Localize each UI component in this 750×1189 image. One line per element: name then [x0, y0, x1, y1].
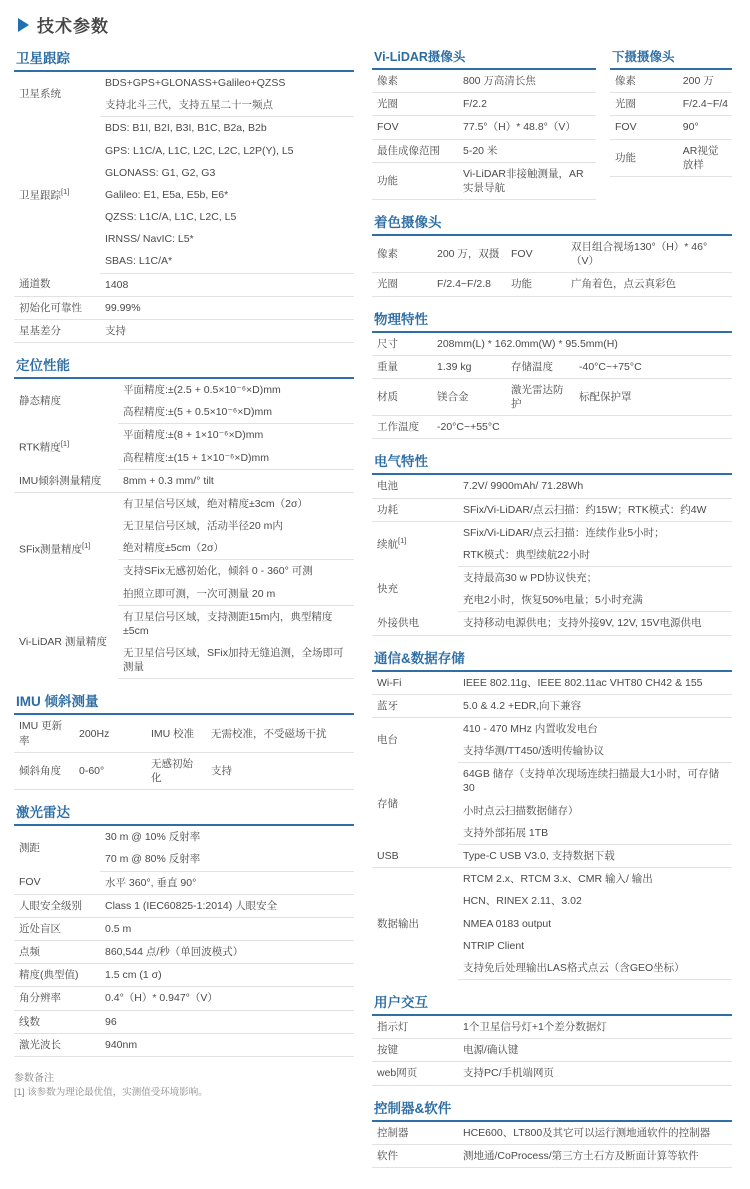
table-positioning: [14, 379, 354, 679]
row-value: SFix/Vi-LiDAR/点云扫描：约15W；RTK模式：约4W: [458, 498, 732, 521]
row-key: 卫星跟踪[1]: [19, 187, 70, 202]
right-column: [372, 47, 732, 1179]
row-value: 99.99%: [100, 296, 354, 319]
footnote-line: [1] 该参数为理论最优值，实测值受环境影响。: [14, 1086, 208, 1098]
row-value: F/2.4~F/4: [678, 93, 732, 116]
row-key: 最佳成像范围: [372, 139, 458, 162]
table-lidar: [14, 826, 354, 1057]
row-value: 支持移动电源供电；支持外接9V, 12V, 15V电源供电: [458, 612, 732, 635]
table-row: [372, 355, 732, 378]
table-row: [14, 987, 354, 1010]
section-title: 控制器&软件: [372, 1097, 732, 1122]
page-title: 技术参数: [37, 17, 109, 36]
table-row: [14, 424, 354, 447]
section-satellite-tracking: [14, 47, 354, 343]
row-key: 星基差分: [14, 319, 100, 342]
row-value: 64GB 储存（支持单次现场连续扫描最大1小时，可存储30: [463, 768, 720, 795]
row-key: 通道数: [14, 273, 100, 296]
row-value: -20°C~+55°C: [432, 416, 732, 439]
table-row: [372, 333, 732, 356]
row-key: 点频: [14, 941, 100, 964]
row-value: 200Hz: [74, 715, 146, 752]
section-vilidar-camera: [372, 47, 596, 200]
row-value: 电源/确认键: [458, 1039, 732, 1062]
row-value: 水平 360°, 垂直 90°: [100, 871, 354, 894]
row-key: USB: [372, 844, 458, 867]
row-value: 有卫星信号区域，绝对精度±3cm（2σ）: [123, 497, 308, 510]
row-value: 860,544 点/秒（单回波模式）: [100, 941, 354, 964]
row-value: 7.2V/ 9900mAh/ 71.28Wh: [458, 475, 732, 498]
row-value: HCN、RINEX 2.11、3.02: [463, 895, 582, 908]
section-title: 物理特性: [372, 308, 732, 333]
table-row: [14, 1010, 354, 1033]
row-value: 5.0 & 4.2 +EDR,向下兼容: [458, 694, 732, 717]
row-value: GPS: L1C/A, L1C, L2C, L2C, L2P(Y), L5: [105, 144, 294, 157]
table-row: [14, 715, 354, 752]
row-key: 重量: [372, 355, 432, 378]
row-key: IMU倾斜测量精度: [14, 469, 118, 492]
table-row: [14, 826, 354, 848]
row-value: 940nm: [100, 1033, 354, 1056]
table-row: [14, 492, 354, 515]
table-vilidar-camera: [372, 70, 596, 200]
section-title: 用户交互: [372, 991, 732, 1016]
row-value: IRNSS/ NavIC: L5*: [105, 233, 194, 246]
row-key: 角分辨率: [14, 987, 100, 1010]
table-imu: [14, 715, 354, 790]
section-title: 激光雷达: [14, 801, 354, 826]
table-row: [372, 416, 732, 439]
row-value-2: 无需校准，不受磁场干扰: [206, 715, 354, 752]
row-value: NTRIP Client: [463, 939, 525, 952]
row-value: 5-20 米: [458, 139, 596, 162]
row-key: Wi-Fi: [372, 672, 458, 695]
table-row: [372, 763, 732, 800]
table-row: [14, 894, 354, 917]
camera-sections-row: [372, 47, 732, 200]
row-key-2: FOV: [506, 236, 566, 273]
row-key: 电台: [377, 734, 398, 747]
row-key: 工作温度: [372, 416, 432, 439]
row-key-2: IMU 校准: [146, 715, 206, 752]
footnote-block: [14, 1071, 354, 1100]
row-key: 卫星系统: [19, 88, 61, 101]
row-value: 绝对精度±5cm（2σ）: [118, 537, 354, 560]
table-row: [372, 612, 732, 635]
row-value: 支持最高30 w PD协议快充；: [463, 572, 598, 585]
row-key-2: 功能: [506, 273, 566, 296]
row-value: IEEE 802.11g、IEEE 802.11ac VHT80 CH42 & 155: [458, 672, 732, 695]
row-key: 像素: [372, 236, 432, 273]
row-value: 平面精度:±(8 + 1×10⁻⁶×D)mm: [123, 429, 264, 442]
table-row: [14, 72, 354, 94]
row-value: AR视觉放样: [678, 139, 732, 176]
row-key: web网页: [372, 1062, 458, 1085]
row-value: 充电2小时，恢复50%电量；5小时充满: [458, 589, 732, 612]
table-row: [372, 1062, 732, 1085]
row-value: 208mm(L) * 162.0mm(W) * 95.5mm(H): [432, 333, 732, 356]
footnote-marker: [1]: [61, 187, 70, 197]
row-value: 1.5 cm (1 σ): [100, 964, 354, 987]
row-value: 410 - 470 MHz 内置收发电台: [463, 722, 598, 735]
row-value: 1.39 kg: [432, 355, 506, 378]
row-value: SBAS: L1C/A*: [100, 250, 354, 273]
table-row: [14, 469, 354, 492]
row-value: 200 万: [678, 70, 732, 93]
row-value: RTCM 2.x、RTCM 3.x、CMR 输入/ 输出: [463, 873, 653, 886]
section-title: 着色摄像头: [372, 211, 732, 236]
table-row: [372, 567, 732, 590]
row-value: Galileo: E1, E5a, E5b, E6*: [105, 188, 229, 201]
row-key: 激光波长: [14, 1033, 100, 1056]
section-electrical: [372, 450, 732, 635]
table-communication: [372, 672, 732, 980]
table-row: [14, 1033, 354, 1056]
row-value: F/2.2: [458, 93, 596, 116]
row-value: 高程精度:±(5 + 0.5×10⁻⁶×D)mm: [118, 401, 354, 424]
row-value: 90°: [678, 116, 732, 139]
row-value: 200 万，双摄: [432, 236, 506, 273]
row-key: FOV: [14, 871, 100, 894]
row-key: FOV: [372, 116, 458, 139]
footnote-marker: [1]: [60, 438, 70, 448]
row-value: 70 m @ 80% 反射率: [100, 848, 354, 871]
row-value: RTK模式：典型续航22小时: [458, 544, 732, 567]
table-row: [372, 139, 596, 162]
table-row: [372, 498, 732, 521]
table-row: [372, 378, 732, 415]
row-value: Class 1 (IEC60825-1:2014) 人眼安全: [100, 894, 354, 917]
row-value-2: -40°C~+75°C: [574, 355, 732, 378]
row-value-2: 广角着色，点云真彩色: [566, 273, 732, 296]
table-color-camera: [372, 236, 732, 297]
row-key: 精度(典型值): [14, 964, 100, 987]
row-value: Type-C USB V3.0, 支持数据下载: [458, 844, 732, 867]
row-key: FOV: [610, 116, 678, 139]
row-key: 材质: [372, 378, 432, 415]
row-value: Vi-LiDAR非接触测量，AR实景导航: [458, 162, 596, 199]
row-value: 支持华测/TT450/透明传输协议: [458, 740, 732, 763]
row-key: 数据输出: [377, 917, 419, 930]
table-row: [372, 521, 732, 544]
row-value: 30 m @ 10% 反射率: [105, 831, 201, 844]
row-value: 高程精度:±(15 + 1×10⁻⁶×D)mm: [118, 447, 354, 470]
row-value: BDS+GPS+GLONASS+Galileo+QZSS: [105, 77, 286, 89]
row-value: 800 万高清长焦: [458, 70, 596, 93]
table-row: [14, 296, 354, 319]
footnote-title: 参数备注: [14, 1072, 54, 1084]
row-key: 人眼安全级别: [14, 894, 100, 917]
table-row: [372, 844, 732, 867]
row-key: 像素: [610, 70, 678, 93]
table-row: [372, 1122, 732, 1145]
row-key: 按键: [372, 1039, 458, 1062]
row-value-2: 支持: [206, 752, 354, 789]
table-row: [372, 1144, 732, 1167]
table-row: [372, 672, 732, 695]
row-value: 支持PC/手机端网页: [458, 1062, 732, 1085]
table-satellite-tracking: [14, 72, 354, 343]
table-row: [372, 717, 732, 740]
row-value: 0.4°（H）* 0.947°（V）: [100, 987, 354, 1010]
row-key: 静态精度: [19, 395, 61, 408]
row-key: 功能: [610, 139, 678, 176]
section-physical: [372, 308, 732, 440]
row-value: HCE600、LT800及其它可以运行测地通软件的控制器: [458, 1122, 732, 1145]
row-key: 外接供电: [372, 612, 458, 635]
row-key-2: 存储温度: [506, 355, 574, 378]
row-key: 续航[1]: [377, 536, 407, 551]
table-row: [372, 70, 596, 93]
row-value: 测地通/CoProcess/第三方土石方及断面计算等软件: [458, 1144, 732, 1167]
table-row: [14, 871, 354, 894]
table-row: [372, 1039, 732, 1062]
table-row: [372, 694, 732, 717]
row-key: 线数: [14, 1010, 100, 1033]
row-key: 像素: [372, 70, 458, 93]
row-value: 支持外部拓展 1TB: [458, 822, 732, 845]
row-value: 支持SFix无感初始化，倾斜 0 - 360° 可测: [123, 565, 313, 578]
row-key: 功能: [372, 162, 458, 199]
table-row: [14, 917, 354, 940]
section-communication: [372, 647, 732, 980]
row-value: 1408: [100, 273, 354, 296]
table-user-interaction: [372, 1016, 732, 1086]
section-title: 定位性能: [14, 354, 354, 379]
row-value: 小时点云扫描数据储存）: [463, 804, 579, 817]
row-key: SFix测量精度[1]: [19, 541, 91, 556]
table-row: [610, 70, 732, 93]
row-value-2: 标配保护罩: [574, 378, 732, 415]
table-row: [372, 1016, 732, 1039]
table-controller-software: [372, 1122, 732, 1168]
table-row: [14, 117, 354, 140]
table-row: [14, 379, 354, 401]
row-value: 0-60°: [74, 752, 146, 789]
table-row: [610, 116, 732, 139]
row-value: 拍照立即可测，一次可测量 20 m: [118, 583, 354, 606]
row-key: 近处盲区: [14, 917, 100, 940]
table-row: [14, 941, 354, 964]
row-key: 控制器: [372, 1122, 458, 1145]
row-key: 软件: [372, 1144, 458, 1167]
table-row: [610, 93, 732, 116]
section-controller-software: [372, 1097, 732, 1168]
row-value: 0.5 m: [100, 917, 354, 940]
row-value: 支持: [100, 319, 354, 342]
row-value: 无卫星信号区域，SFix加持无缝追测，全场即可测量: [118, 642, 354, 679]
table-row: [610, 139, 732, 176]
row-key: 尺寸: [372, 333, 432, 356]
section-user-interaction: [372, 991, 732, 1086]
row-value: 有卫星信号区域，支持测距15m内，典型精度±5cm: [123, 610, 333, 637]
row-value: 96: [100, 1010, 354, 1033]
section-down-camera: [610, 47, 732, 200]
table-row: [372, 475, 732, 498]
row-value: BDS: B1I, B2I, B3I, B1C, B2a, B2b: [105, 122, 267, 135]
footnote-marker: [1]: [82, 541, 91, 551]
row-value-2: 双目组合视场130°（H）* 46°（V）: [566, 236, 732, 273]
row-key: 初始化可靠性: [14, 296, 100, 319]
section-title: 下摄摄像头: [610, 47, 732, 70]
footnote-marker: [1]: [398, 536, 407, 546]
row-key-2: 无感初始化: [146, 752, 206, 789]
table-row: [14, 273, 354, 296]
page-title-row: [18, 12, 736, 37]
row-value: 支持北斗三代，支持五星二十一频点: [100, 94, 354, 117]
table-row: [372, 273, 732, 296]
triangle-bullet-icon: [18, 18, 29, 32]
section-positioning: [14, 354, 354, 679]
row-key: Vi-LiDAR 测量精度: [19, 636, 107, 649]
row-value: 镁合金: [432, 378, 506, 415]
row-value: QZSS: L1C/A, L1C, L2C, L5: [105, 211, 237, 224]
row-key: 倾斜角度: [14, 752, 74, 789]
row-value: 77.5°（H）* 48.8°（V）: [458, 116, 596, 139]
table-row: [372, 162, 596, 199]
table-row: [372, 236, 732, 273]
row-value: 支持免后处理输出LAS格式点云（含GEO坐标）: [458, 957, 732, 980]
row-value: NMEA 0183 output: [463, 917, 552, 930]
row-key: 光圈: [372, 273, 432, 296]
table-electrical: [372, 475, 732, 635]
row-key: RTK精度[1]: [19, 438, 70, 454]
row-value: 8mm + 0.3 mm/° tilt: [118, 469, 354, 492]
row-value: SFix/Vi-LiDAR/点云扫描：连续作业5小时；: [463, 526, 665, 539]
row-key: 光圈: [372, 93, 458, 116]
section-title: 通信&数据存储: [372, 647, 732, 672]
table-row: [14, 752, 354, 789]
two-column-layout: [14, 47, 736, 1179]
row-key: 蓝牙: [372, 694, 458, 717]
table-row: [14, 605, 354, 642]
table-row: [372, 93, 596, 116]
row-key: IMU 更新率: [14, 715, 74, 752]
row-key: 电池: [372, 475, 458, 498]
row-key: 指示灯: [372, 1016, 458, 1039]
section-title: 卫星跟踪: [14, 47, 354, 72]
row-value: GLONASS: G1, G2, G3: [105, 166, 216, 179]
row-key: 存储: [377, 797, 398, 810]
table-down-camera: [610, 70, 732, 177]
section-title: IMU 倾斜测量: [14, 690, 354, 715]
section-lidar: [14, 801, 354, 1057]
section-title: Vi-LiDAR摄像头: [372, 47, 596, 70]
row-value: F/2.4~F/2.8: [432, 273, 506, 296]
table-row: [14, 319, 354, 342]
row-key: 功耗: [372, 498, 458, 521]
row-key-2: 激光雷达防护: [506, 378, 574, 415]
section-imu: [14, 690, 354, 790]
row-value: 平面精度:±(2.5 + 0.5×10⁻⁶×D)mm: [123, 384, 281, 397]
row-key: 光圈: [610, 93, 678, 116]
row-key: 测距: [19, 842, 40, 855]
row-value: 无卫星信号区域，活动半径20 m内: [123, 520, 283, 533]
section-title: 电气特性: [372, 450, 732, 475]
row-key: 快充: [377, 583, 398, 596]
table-row: [14, 964, 354, 987]
section-color-camera: [372, 211, 732, 297]
table-physical: [372, 333, 732, 440]
left-column: [14, 47, 354, 1100]
table-row: [372, 116, 596, 139]
row-value: 1个卫星信号灯+1个差分数据灯: [458, 1016, 732, 1039]
